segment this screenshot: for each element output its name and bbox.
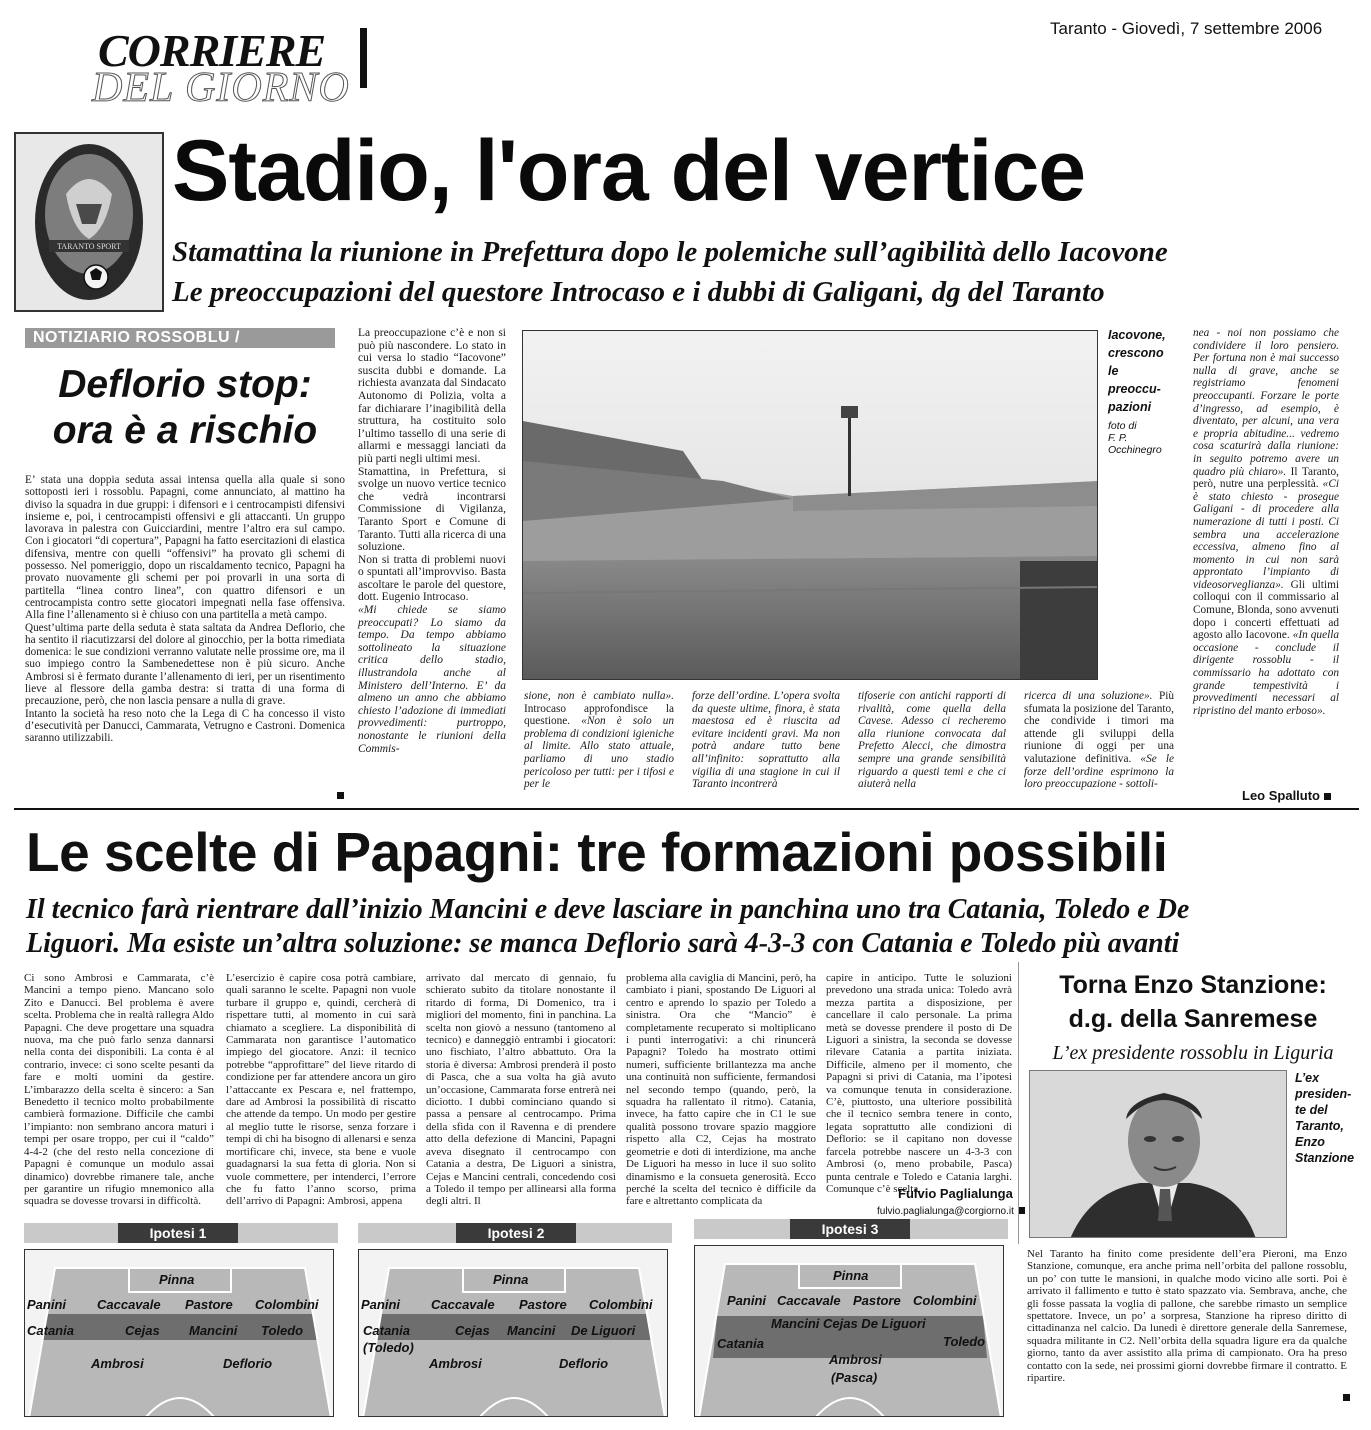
lead-quote: «Ci è stato chiesto - prosegue Galigani - di procedere alla numerazione di tutti i posti. Ci sembra una accelerazione eccessiva, almeno fino al momento in cui non sarà approntato l’impianto di videosorveglianza». xyxy=(1193,478,1339,591)
formation-title: Ipotesi 2 xyxy=(456,1223,576,1243)
sidebar-headline xyxy=(25,362,345,454)
photo-credit-line: Occhinegro xyxy=(1108,444,1162,456)
photo-caption-line: le xyxy=(1108,364,1119,378)
player-name: Cejas xyxy=(455,1323,490,1338)
second-column-1: Ci sono Ambrosi e Cammarata, c’è Mancini a tempo pieno. Mancano solo Zito e Danucci. Bel problema è avere scelta. Problema che in realtà rallegra Aldo Papagni. Che deve progettare una squadra nuova, ma che può farlo senza dannarsi nella conta dei disponibili. La conta è al contrario, invece: ci sono scelte pesanti da fare e molti uomini da gestire. L’imbarazzo della scelta è sincero: a San Benedetto il tecnico molto probabilmente cambierà formazione. Difficile che cambi l’impianto: non sembrano ancora maturi i tempi per osare troppo, per cui il “caldo” 4-4-2 (che del resto nella concezione di Papagni è comunque un modulo assai dinamico) dovrebbe rimanere tale, anche per garantire un rifugio mnemonico alla squadra se dovesse trovarsi in difficoltà. xyxy=(24,972,214,1208)
lead-deck-1: Stamattina la riunione in Prefettura dopo le polemiche sull’agibilità dello Iacovone xyxy=(172,236,1168,268)
lead-quote: nea - noi non possiamo che condividere il loro pensiero. Per fortuna non è mai successo nulla di grave, anche se registriamo fenomeni preoccupanti. Forzare le porte d’ingresso, ad esempio, è diventato, per alcuni, una vera e propria abitudine... vedremo cosa scaturirà dalla riunione: in seguito potremo avere un quadro più chiaro». xyxy=(1193,327,1339,478)
stadium-photo-icon xyxy=(523,331,1098,680)
masthead-line1: CORRIERE xyxy=(98,25,326,76)
player-name: Mancini xyxy=(189,1323,238,1338)
box-caption-line: Enzo xyxy=(1295,1135,1325,1149)
lead-signature xyxy=(1242,788,1331,803)
sidebar-paragraph: Intanto la società ha reso noto che la Lega di C ha concesso il visto d’esecutività per Danucci, Cammarata, Vetrugno e Castroni. Domenica saranno utilizzabili. xyxy=(25,707,345,745)
lead-paragraph: Non si tratta di problemi nuovi o spuntati all’improvviso. Basta ascoltare le parole del questore, dott. Eugenio Introcaso. xyxy=(358,553,506,604)
player-name: Deflorio xyxy=(223,1356,273,1371)
player-name: Pastore xyxy=(853,1293,901,1308)
player-name: Toledo xyxy=(261,1323,304,1338)
player-name: Toledo xyxy=(943,1334,986,1349)
lead-signature-name: Leo Spalluto xyxy=(1242,788,1320,803)
lead-column-3: forze dell’ordine. L’opera svolta da queste ultime, finora, è stata maestosa ed è riuscita ad evitare incidenti gravi. Ma non potrà andare tutto bene all’infinito: soprattutto alla vigilia di una stagione in cui il Taranto incontrerà xyxy=(692,690,840,791)
end-mark xyxy=(1324,793,1331,800)
end-mark xyxy=(1343,1394,1350,1401)
player-name: Catania xyxy=(717,1336,764,1351)
masthead-bar xyxy=(360,28,367,88)
formation-title: Ipotesi 3 xyxy=(790,1219,910,1239)
club-logo xyxy=(14,132,164,312)
lead-paragraph: Più sfumata la posizione del Taranto, che condivide i timori ma attende gli sviluppi della riunione di oggi per una valutazione definitiva. xyxy=(1024,690,1175,765)
player-name: Mancini xyxy=(507,1323,556,1338)
box-caption-line: te del xyxy=(1295,1103,1328,1117)
second-email: fulvio.paglialunga@corgiorno.it xyxy=(877,1206,1014,1217)
box-deck: L’ex presidente rossoblu in Liguria xyxy=(1052,1042,1334,1064)
box-caption xyxy=(1295,1070,1359,1166)
second-column-5: capire in anticipo. Tutte le soluzioni prevedono una strada unica: Toledo avrà mezza partita a disposizione, per cancellare il calo personale. La prima metà se dovesse prendere il posto di De Liguori a sinistra, la seconda se dovesse rilevare Catania a partita iniziata. Difficile, almeno per il momento, che Papagni si privi di Catania, ma l’ipotesi va comunque tenuta in considerazione. C’è, piuttosto, una ulteriore possibilità che il tecnico sembra tenere in conto, legata soprattutto alle condizioni di Deflorio: se il capitano non dovesse farcela potrebbe nascere un 4-3-3 con Ambrosi (o, meno probabile, Pasca) punta centrale e Toledo e Catania larghi. Comunque c’è scelta. xyxy=(826,972,1012,1195)
lead-paragraph: Introcaso approfondisce la questione. xyxy=(524,702,674,728)
svg-text:TARANTO SPORT: TARANTO SPORT xyxy=(57,242,121,251)
player-name: Mancini Cejas De Liguori xyxy=(771,1316,926,1331)
second-deck-2: Liguori. Ma esiste un’altra soluzione: se manca Deflorio sarà 4-3-3 con Catania e Toledo più avanti xyxy=(26,928,1180,959)
player-name: Panini xyxy=(727,1293,767,1308)
sidebar-paragraph: Quest’ultima parte della seduta è stata saltata da Andrea Deflorio, che ha sentito il riacutizzarsi del dolore al ginocchio, per la botta rimediata domenica: le sue condizioni verranno valutate nelle prossime ore, ma il suo impiego contro la Sambenedettese non è più sicuro. Anche Ambrosi si è fermato durante l’allenamento di ieri, per un risentimento lieve al flessore della gamba destra: si tratta di una forma di precauzione, però, che non lascia pensare a nulla di grave. xyxy=(25,621,345,708)
lead-paragraph: Il Taranto, però, nutre una perplessità. xyxy=(1193,465,1339,491)
dateline: Taranto - Giovedì, 7 settembre 2006 xyxy=(1050,19,1323,38)
lead-paragraph: Stamattina, in Prefettura, si svolge un nuovo vertice tecnico che vedrà incontrarsi Commissione di Vigilanza, Taranto Sport e Comune di Taranto. Tutti alla ricerca di una soluzione. xyxy=(358,465,506,554)
photo-credit-line: foto di xyxy=(1108,420,1137,432)
photo-credit-line: F. P. xyxy=(1108,432,1128,444)
lead-column-4: tifoserie con antichi rapporti di rivalità, come quella della Cavese. Adesso ci recheremo alla riunione convocata dal Prefetto Alecci, che dimostra sempre una grande sensibilità riguardo a questi temi e che ci aiuterà nella xyxy=(858,690,1006,791)
player-name: Cejas xyxy=(125,1323,160,1338)
second-email-row xyxy=(877,1201,1025,1219)
sidebar-paragraph: E’ stata una doppia seduta assai intensa quella alla quale si sono sottoposti ieri i rossoblu. Papagni, come annunciato, al mattino ha diviso la squadra in due gruppi: i difensori e i centrocampisti difensivi insieme e, poi, i centrocampisti offensivi e gli attaccanti. Un gruppo lavorava in palestra con Guicciardini, mentre l’altro era sul campo. Con i giocatori “di copertura”, Papagni ha fatto esercitazioni di elastica difensiva, mentre con quelli “offensivi” ha provato gli schemi di possesso. Nel pomeriggio, dopo un riscaldamento tecnico, Papagni ha provato nuovamente gli schemi per poi provarli in una sorta di partitella “linea contro linea”, con quattro difensori e un centrocampista contro sette giocatori impegnati nella fase offensiva. Alla fine l’allenamento si è chiuso con una partitella a metà campo. xyxy=(25,474,345,622)
player-name: Colombini xyxy=(589,1297,653,1312)
masthead xyxy=(92,25,382,111)
box-headline xyxy=(1033,968,1353,1036)
formation-3 xyxy=(694,1219,1008,1418)
lead-paragraph: La preoccupazione c’è e non si può più nascondere. Lo stato in cui versa lo stadio “Iacovone” suscita dubbi e domande. La richiesta avanzata dal Sindacato Autonomo di Polizia, volta a far dichiarare l’inagibilità della struttura, ha costituito solo l’ultimo tassello di una serie di allarmi e messaggi lanciati da più parti negli ultimi mesi. xyxy=(358,327,506,465)
photo-caption-line: pazioni xyxy=(1108,400,1152,414)
photo-credit xyxy=(1108,420,1183,456)
sidebar-headline-line1: Deflorio stop: xyxy=(58,363,312,406)
player-name: (Toledo) xyxy=(363,1340,414,1355)
lead-column-6 xyxy=(1193,327,1339,717)
sidebar-text xyxy=(25,474,345,745)
lead-quote: ricerca di una soluzione». xyxy=(1024,690,1153,702)
formation-2 xyxy=(358,1223,672,1418)
box-text: Nel Taranto ha finito come presidente dell’era Pieroni, ma Enzo Stanzione, comunque, era anche prima nell’orbita del pallone rossoblu, un po’ con tutte le mansioni, in qualche modo vicino alle sorti. Poi è arrivato il fallimento e tutto è stato spazzato via. Sembrava, anche, che gli fosse passata la voglia di pallone, che sarebbe rimasto un semplice spettatore. Invece, un po’ a sorpresa, Stanzione ha ripreso diritto di cittadinanza nel calcio. Da lunedì è direttore generale della Sanremese, squadra militante in C2. Nell’orbita della squadra ligure era da qualche giorno, tanto da aver assistito alla prima di campionato. Ora ha preso contatto con la sede, nei prossimi giorni dovrebbe firmare il contratto. E ripartire. xyxy=(1027,1248,1347,1385)
lead-paragraph: Gli ultimi colloqui con il commissario al Comune, Blonda, sono avvenuti dopo i concerti effettuati ad agosto allo Iacovone. xyxy=(1193,578,1340,642)
second-headline: Le scelte di Papagni: tre formazioni possibili xyxy=(26,821,1168,883)
player-name: Ambrosi xyxy=(91,1356,144,1371)
end-mark xyxy=(337,792,344,799)
player-name: Pinna xyxy=(493,1272,529,1287)
second-signature: Fulvio Paglialunga xyxy=(898,1186,1013,1201)
photo-caption-line: Iacovone, xyxy=(1108,328,1166,342)
lead-quote: «Mi chiede se siamo preoccupati? Lo siamo da tempo. Da tempo abbiamo sottolineato la situazione critica dello stadio, illustrandola anche al Ministero dell’Interno. E’ da almeno un anno che abbiamo chiesto l’adozione di immediati provvedimenti: purtroppo, nonostante le riunioni della Commis- xyxy=(358,604,506,755)
lead-quote: «Se le forze dell’ordine esprimono la loro preoccupazione - sottoli- xyxy=(1024,752,1174,791)
player-name: Ambrosi xyxy=(429,1356,482,1371)
box-caption-line: Stanzione xyxy=(1295,1151,1355,1165)
box-headline-line2: d.g. della Sanremese xyxy=(1068,1005,1318,1033)
lead-headline: Stadio, l'ora del vertice xyxy=(172,123,1086,219)
second-column-3: arrivato dal mercato di gennaio, fu schierato subito da titolare nonostante il ritardo di forma, Di Domenico, tra i migliori del momento, finì in panchina. La scelta non giovò a nessuno (tantomeno al tecnico) e danneggiò entrambi i giocatori: uno fischiato, l’altro abbattuto. Ora la storia è diversa: Ambrosi prenderà il posto di Pasca, che a sua volta ha già avuto un’occasione, Cammarata forse entrerà nei diciotto. I dubbi cominciano quando si passa a pensare al centrocampo. Prima della sfida con il Ravenna e di prendere atto della defezione di Mancini, Papagni aveva disegnato il centrocampo con Catania a destra, De Liguori a sinistra, Cejas e Mancini centrali, concedendo così a Toledo il tempo per allinearsi alla forma degli altri. Il xyxy=(426,972,616,1208)
photo-caption xyxy=(1108,326,1178,416)
player-name: Pastore xyxy=(185,1297,233,1312)
photo-caption-line: preoccu- xyxy=(1108,382,1161,396)
lead-column-2 xyxy=(524,690,674,791)
lead-quote: «Non è solo un problema di condizioni igieniche al limite. Allo stato attuale, parliamo di uno stadio pericoloso per tutti: per i tifosi e per le xyxy=(524,715,674,791)
player-name: Panini xyxy=(27,1297,67,1312)
formation-1 xyxy=(24,1223,338,1418)
player-name: (Pasca) xyxy=(831,1370,878,1385)
lead-column-1 xyxy=(358,327,506,755)
stanzione-photo xyxy=(1029,1070,1287,1238)
lead-quote: sione, non è cambiato nulla». xyxy=(524,690,674,702)
box-headline-line1: Torna Enzo Stanzione: xyxy=(1059,971,1327,999)
player-name: Ambrosi xyxy=(829,1352,882,1367)
pitch xyxy=(694,1245,1004,1417)
pitch xyxy=(358,1249,668,1417)
section-divider xyxy=(14,808,1359,810)
stanzione-box xyxy=(1018,962,1359,1244)
player-name: Pinna xyxy=(833,1268,869,1283)
box-caption-line: L’ex xyxy=(1295,1071,1320,1085)
player-name: Caccavale xyxy=(777,1293,841,1308)
masthead-line2: DEL GIORNO xyxy=(92,65,350,111)
player-name: Pastore xyxy=(519,1297,567,1312)
taranto-crest-icon xyxy=(16,134,162,310)
player-name: Caccavale xyxy=(97,1297,161,1312)
player-name: Deflorio xyxy=(559,1356,609,1371)
formation-title: Ipotesi 1 xyxy=(118,1223,238,1243)
lead-column-5 xyxy=(1024,690,1174,791)
player-name: Caccavale xyxy=(431,1297,495,1312)
player-name: Colombini xyxy=(913,1293,977,1308)
sidebar-headline-line2: ora è a rischio xyxy=(52,409,318,452)
player-name: Panini xyxy=(361,1297,401,1312)
second-column-2: L’esercizio è capire cosa potrà cambiare, quali saranno le scelte. Papagni non vuole turbare il gruppo e, quindi, cercherà di rispettare tutti, al momento in cui sarà chiamato a scegliere. La disponibilità di Cammarata non garantisce l’automatico impiego del giocatore. Anzi: il tecnico potrebbe “approfittare” del lieve ritardo di condizione per far attendere ancora un giro l’attaccante ex Pescara e, nel frattempo, dare ad Ambrosi la possibilità di riscatto che attende da tempo. Un modo per gestire al meglio tutte le risorse, senza forzare i tempi di chi ha bisogno di allenarsi e senza mortificare chi, invece, sta bene e vuole guadagnarsi la sua fetta di gloria. Non si vuole commettere, per intenderci, l’errore che fu fatto l’anno scorso, prima dell’arrivo di Papagni: Ambrosi, appena xyxy=(226,972,416,1208)
player-name: Catania xyxy=(363,1323,410,1338)
photo-caption-line: crescono xyxy=(1108,346,1164,360)
box-caption-line: presiden- xyxy=(1295,1087,1352,1101)
player-name: De Liguori xyxy=(571,1323,636,1338)
player-name: Colombini xyxy=(255,1297,319,1312)
lead-quote: «In quella occasione - conclude il dirigente rossoblu - il commissario ha adottato con grande tempestività i provvedimenti necessari al ripristino del manto erboso». xyxy=(1193,629,1340,717)
second-deck-1: Il tecnico farà rientrare dall’inizio Mancini e deve lasciare in panchina uno tra Catania, Toledo e De xyxy=(26,894,1190,925)
player-name: Catania xyxy=(27,1323,74,1338)
sidebar-kicker: NOTIZIARIO ROSSOBLU / xyxy=(25,328,335,348)
second-column-4: problema alla caviglia di Mancini, però, ha cambiato i piani, spostando De Liguori al centro e aprendo lo spazio per Toledo a sinistra. Ora che “Mancio” è completamente recuperato si moltiplicano i punti interrogativi: a chi rinuncerà Papagni? Toledo ha mostrato ottimi numeri, sufficiente brillantezza ma anche una continuità non sufficiente, fermandosi nel secondo tempo (quando, però, la squadra ha rallentato il ritmo). Catania, invece, ha fatto capire che in C1 le sue qualità possono trovare spazio maggiore rispetto alla C2, Cejas ha mostrato geometrie e doti di interdizione, ma anche De Liguori ha messo in luce il suo solito dinamismo e la consueta generosità. Ecco perché la scelta del tecnico è difficile da fare e altrettanto complicata da xyxy=(626,972,816,1208)
lead-deck-2: Le preoccupazioni del questore Introcaso e i dubbi di Galigani, dg del Taranto xyxy=(172,276,1105,308)
box-caption-line: Taranto, xyxy=(1295,1119,1344,1133)
pitch xyxy=(24,1249,334,1417)
stadium-photo xyxy=(522,330,1098,680)
stanzione-portrait-icon xyxy=(1030,1071,1287,1238)
player-name: Pinna xyxy=(159,1272,195,1287)
